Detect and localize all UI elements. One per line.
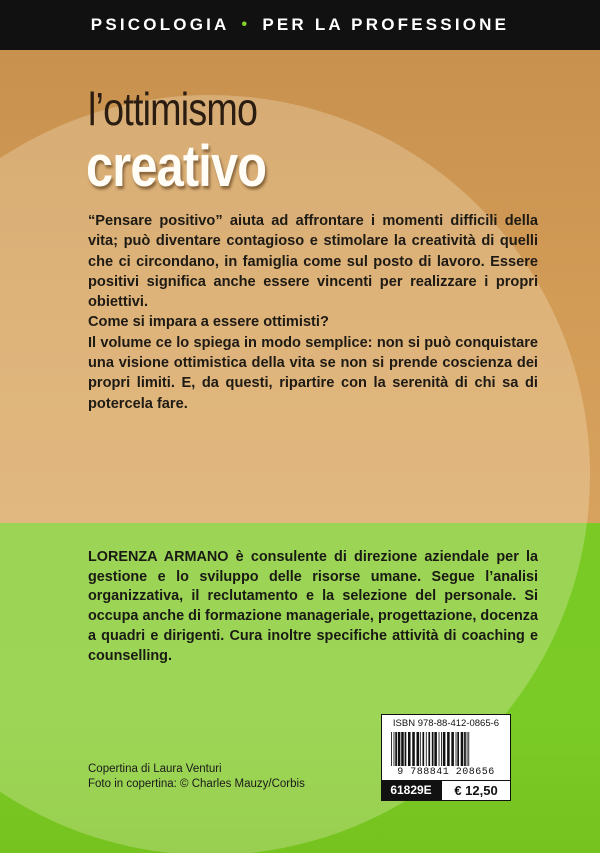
barcode-bar — [439, 732, 440, 766]
isbn-barcode-box — [381, 714, 511, 781]
barcode-bar — [408, 732, 411, 766]
description-paragraph: Il volume ce lo spiega in modo semplice: non si può conquistare una visione ottimistica della vita se non si prende coscienza dei propri limiti. E, da questi, ripartire con la serenità di chi sa di potercela fare. — [88, 334, 538, 412]
barcode-bar — [426, 732, 427, 766]
barcode-bar — [420, 732, 421, 766]
series-separator: • — [241, 16, 251, 33]
cover-photo-credit: Foto in copertina: © Charles Mauzy/Corbis — [88, 778, 305, 790]
description-question: Come si impara a essere ottimisti? — [88, 314, 329, 331]
product-code-badge: 61829E — [381, 780, 441, 801]
barcode-bar — [456, 732, 457, 766]
author-biography — [88, 548, 538, 666]
barcode-bar — [447, 732, 450, 766]
barcode-bar — [391, 732, 392, 766]
barcode-image — [390, 732, 502, 766]
author-bio-text: LORENZA ARMANO è consulente di direzione aziendale per la gestione e lo sviluppo delle risorse umane. Segue l’analisi organizzativa, il reclutamento e la selezione del personale. Si occupa anche di formazione manageriale, progettazione, docenza a quadri e dirigenti. Cura inoltre specifiche attività di coaching e counselling. — [88, 549, 538, 664]
barcode-bar — [441, 732, 442, 766]
series-name: PSICOLOGIA — [90, 15, 230, 34]
description-paragraph: “Pensare positivo” aiuta ad affrontare i momenti difficili della vita; può diventare contagioso e stimolare la creatività di quelli che ci circondano, in famiglia come sul posto di lavoro. Essere positivi significa anche essere vincenti per realizzare i propri obiettivi. — [88, 213, 538, 311]
barcode-bar — [461, 732, 464, 766]
cover-credits — [88, 762, 305, 792]
barcode-bar — [394, 732, 395, 766]
barcode-bar — [412, 732, 415, 766]
isbn-number: ISBN 978-88-412-0865-6 — [392, 718, 500, 729]
series-subtitle: PER LA PROFESSIONE — [262, 15, 510, 34]
barcode-bar — [434, 732, 437, 766]
book-description — [88, 211, 538, 414]
barcode-bar — [467, 732, 468, 766]
barcode-bar — [428, 732, 430, 766]
barcode-bar — [405, 732, 407, 766]
barcode-bar — [395, 732, 397, 766]
cover-design-credit: Copertina di Laura Venturi — [88, 763, 222, 775]
barcode-bar — [451, 732, 454, 766]
barcode-bar — [422, 732, 424, 766]
price-label: € 12,50 — [441, 780, 511, 801]
barcode-bar — [401, 732, 404, 766]
barcode-bar — [468, 732, 469, 766]
barcode-bar — [443, 732, 446, 766]
ean-number: 9 788841 208656 — [397, 767, 495, 778]
barcode-bar — [457, 732, 459, 766]
barcode-bar — [464, 732, 466, 766]
barcode-bar — [417, 732, 420, 766]
book-title-line1: l’ottimismo — [88, 83, 258, 135]
barcode-bar — [432, 732, 434, 766]
barcode-bar — [398, 732, 401, 766]
book-title-line2: creativo — [86, 134, 267, 199]
series-banner — [0, 0, 600, 50]
